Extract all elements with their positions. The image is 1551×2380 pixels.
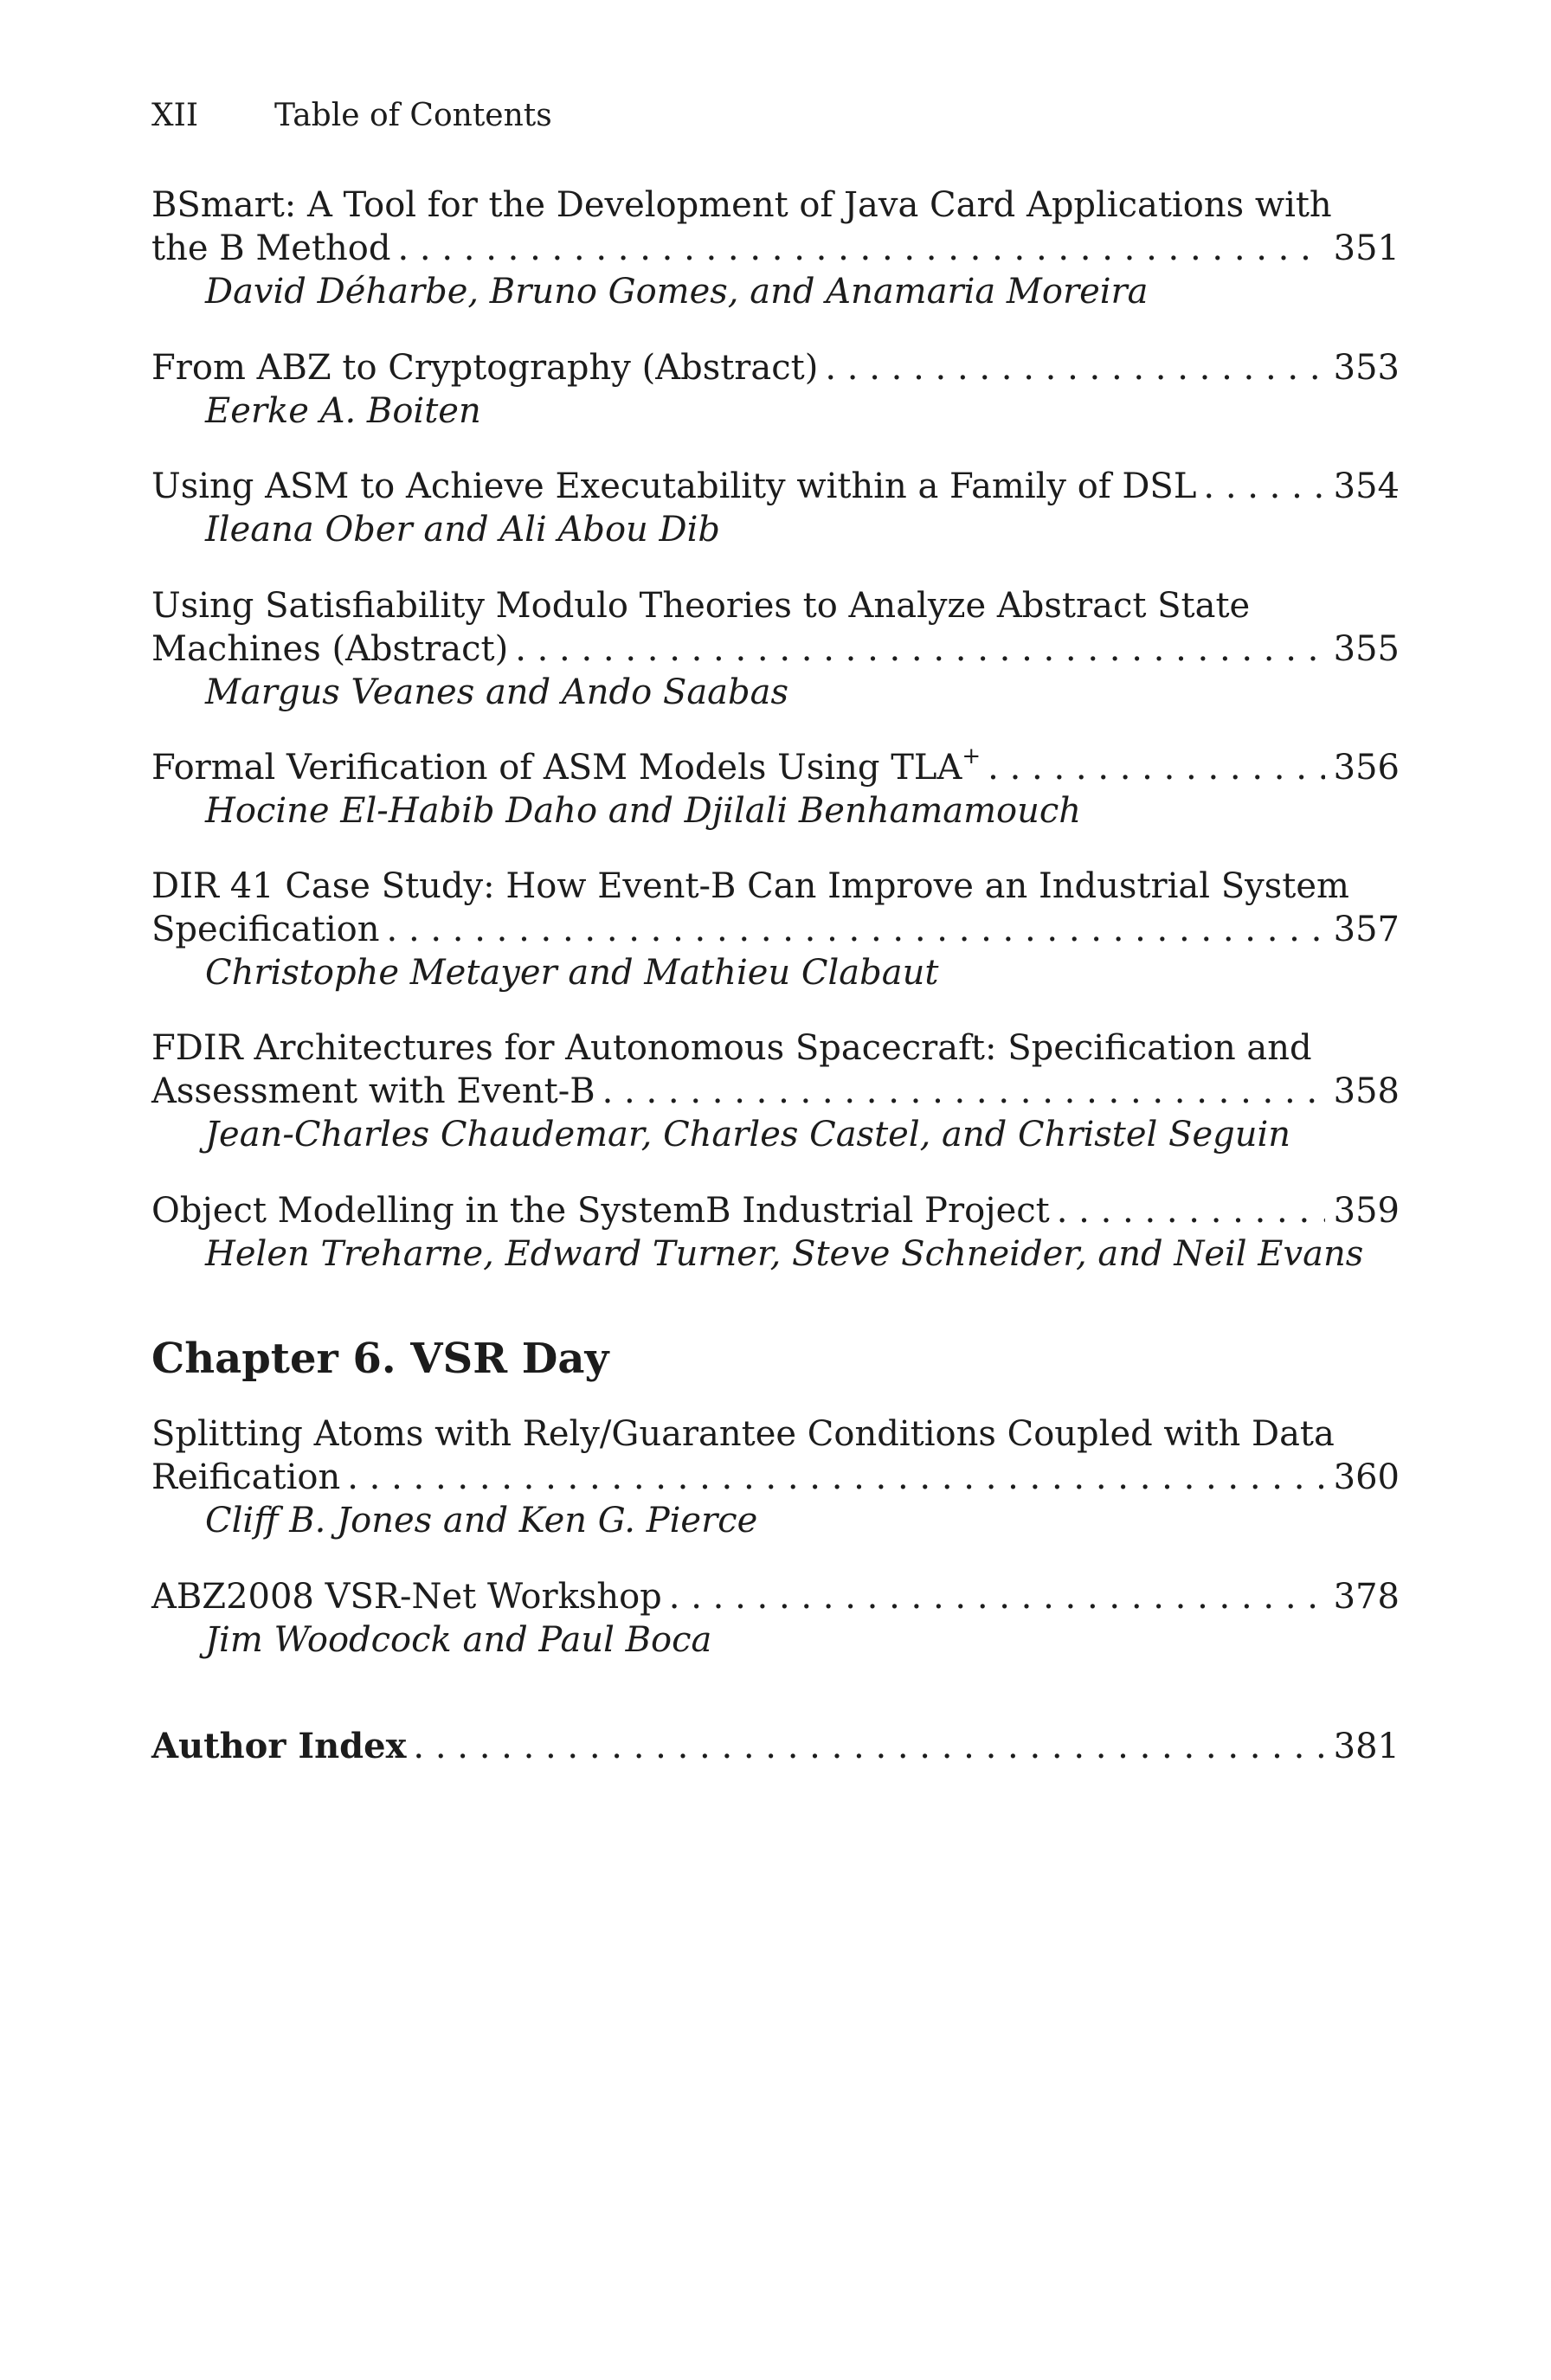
entry-title-last-line [151, 627, 1400, 671]
dot-leader [1057, 1189, 1325, 1232]
entry-title-last-line [151, 743, 1400, 789]
superscript-plus: + [962, 743, 981, 769]
entry-title-text: ABZ2008 VSR-Net Workshop [151, 1577, 662, 1617]
entry-title-last-line [151, 346, 1400, 389]
entry-title-text: Object Modelling in the SystemB Industrial Project [151, 1191, 1050, 1231]
entry-title-last-line [151, 1575, 1400, 1618]
entry-authors: Jim Woodcock and Paul Boca [205, 1620, 712, 1660]
dot-leader [347, 1456, 1324, 1499]
toc-entry[interactable] [151, 1189, 1400, 1276]
entry-page-number: 353 [1333, 348, 1400, 388]
toc-entry[interactable] [151, 743, 1400, 833]
running-head-title: Table of Contents [274, 98, 552, 133]
toc-entry[interactable] [151, 183, 1400, 313]
chapter-heading: Chapter 6. VSR Day [151, 1335, 609, 1383]
toc-entry[interactable] [151, 584, 1400, 714]
page-folio: XII [151, 98, 199, 133]
toc-entry[interactable] [151, 346, 1400, 433]
entry-authors: Cliff B. Jones and Ken G. Pierce [205, 1501, 758, 1541]
entry-page-number: 360 [1333, 1457, 1400, 1497]
entry-authors: Christophe Metayer and Mathieu Clabaut [205, 953, 939, 993]
entry-page-number: 354 [1333, 466, 1400, 506]
entry-authors: Ileana Ober and Ali Abou Dib [205, 510, 720, 550]
entry-page-number: 358 [1333, 1071, 1400, 1111]
entry-authors: Helen Treharne, Edward Turner, Steve Schneider, and Neil Evans [205, 1234, 1364, 1274]
entry-title-line: FDIR Architectures for Autonomous Spacecraft: Specification and [151, 1028, 1312, 1068]
entry-title-text: Reification [151, 1457, 341, 1497]
entry-title-last-line [151, 227, 1400, 270]
dot-leader [602, 1070, 1325, 1113]
dot-leader [413, 1725, 1324, 1768]
entry-page-number: 378 [1333, 1577, 1400, 1617]
author-index-label: Author Index [151, 1726, 407, 1766]
entry-title-last-line [151, 1070, 1400, 1113]
entry-page-number: 355 [1333, 629, 1400, 669]
entry-title-text: Specification [151, 910, 380, 949]
running-head [151, 97, 552, 135]
dot-leader [825, 346, 1324, 389]
entry-page-number: 357 [1333, 910, 1400, 949]
entry-authors: Hocine El-Habib Daho and Djilali Benhamamouch [205, 791, 1082, 831]
toc-entry[interactable] [151, 1026, 1400, 1156]
entry-title-text [151, 743, 981, 789]
author-index-line [151, 1725, 1400, 1768]
entry-title-text: Assessment with Event-B [151, 1071, 595, 1111]
entry-authors: David Déharbe, Bruno Gomes, and Anamaria Moreira [205, 272, 1149, 312]
dot-leader [387, 908, 1325, 951]
entry-title-text: Using ASM to Achieve Executability within a Family of DSL [151, 466, 1197, 506]
entry-title-last-line [151, 908, 1400, 951]
dot-leader [515, 627, 1324, 671]
entry-page-number: 359 [1333, 1191, 1400, 1231]
entry-title-line: Splitting Atoms with Rely/Guarantee Conditions Coupled with Data [151, 1414, 1335, 1454]
entry-title-last-line [151, 1189, 1400, 1232]
dot-leader [988, 746, 1324, 789]
entry-authors: Margus Veanes and Ando Saabas [205, 672, 789, 712]
entry-title-text: Machines (Abstract) [151, 629, 509, 669]
author-index-entry[interactable] [151, 1725, 1400, 1768]
entry-title-last-line [151, 465, 1400, 508]
entry-title-last-line [151, 1456, 1400, 1499]
toc-entry[interactable] [151, 465, 1400, 551]
entry-title-text: the B Method [151, 228, 391, 268]
toc-entry[interactable] [151, 1412, 1400, 1542]
entry-authors: Eerke A. Boiten [205, 391, 481, 431]
entry-page-number: 356 [1333, 748, 1400, 788]
entry-title-text: From ABZ to Cryptography (Abstract) [151, 348, 819, 388]
dot-leader [669, 1575, 1325, 1618]
entry-title-line: Using Satisfiability Modulo Theories to Analyze Abstract State [151, 586, 1251, 626]
author-index-page-number: 381 [1333, 1727, 1400, 1766]
dot-leader [1203, 465, 1324, 508]
entry-title-line: DIR 41 Case Study: How Event-B Can Improve an Industrial System [151, 866, 1349, 906]
entry-page-number: 351 [1333, 228, 1400, 268]
entry-authors: Jean-Charles Chaudemar, Charles Castel, and Christel Seguin [205, 1115, 1291, 1155]
toc-entry[interactable] [151, 865, 1400, 994]
toc-entry[interactable] [151, 1575, 1400, 1662]
dot-leader [397, 227, 1324, 270]
entry-title-main: Formal Verification of ASM Models Using TLA [151, 748, 962, 788]
entry-title-line: BSmart: A Tool for the Development of Java Card Applications with [151, 185, 1332, 225]
